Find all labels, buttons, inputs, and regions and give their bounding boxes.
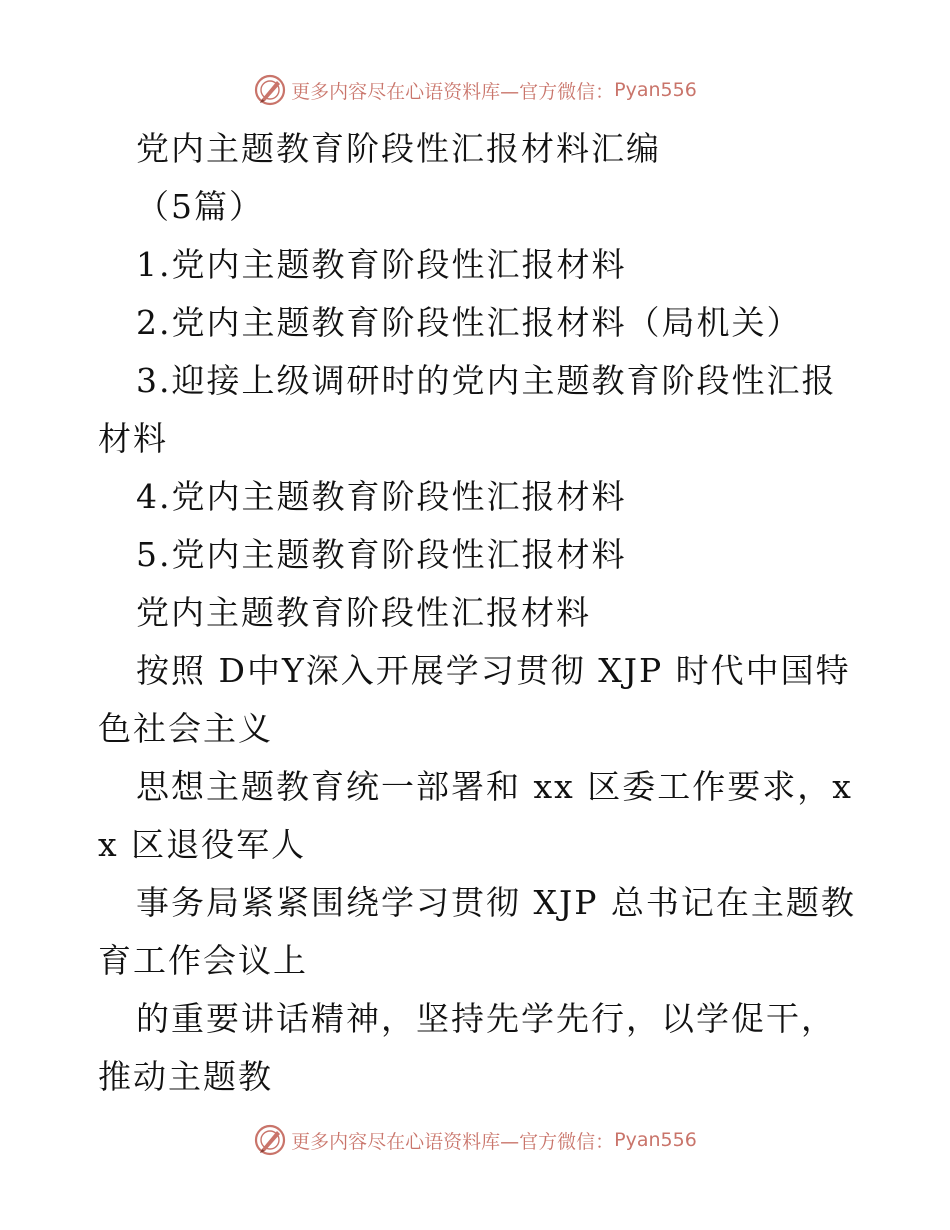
toc-item-1: 1.党内主题教育阶段性汇报材料 [136, 245, 627, 284]
toc-item-2: 2.党内主题教育阶段性汇报材料（局机关） [136, 303, 802, 342]
footer-watermark [0, 1122, 950, 1158]
document-body [98, 120, 858, 1106]
body-paragraph: 事务局紧紧围绕学习贯彻 XJP 总书记在主题教育工作会议上 [98, 883, 856, 980]
watermark-wechat-id: Pyan556 [614, 1129, 697, 1151]
document-subtitle: （5篇） [136, 187, 264, 226]
body-paragraph: 思想主题教育统一部署和 xx 区委工作要求，xx 区退役军人 [98, 767, 853, 864]
watermark-wechat-id: Pyan556 [614, 79, 697, 101]
toc-item-3: 3.迎接上级调研时的党内主题教育阶段性汇报材料 [98, 361, 837, 458]
body-paragraph: 按照 D中Y深入开展学习贯彻 XJP 时代中国特色社会主义 [98, 651, 851, 748]
watermark-site-text: 更多内容尽在心语资料库—官方微信： [291, 80, 615, 103]
body-paragraph: 的重要讲话精神，坚持先学先行，以学促干，推动主题教 [98, 999, 836, 1096]
section-heading: 党内主题教育阶段性汇报材料 [136, 593, 591, 632]
watermark-site-text: 更多内容尽在心语资料库—官方微信： [291, 1130, 615, 1153]
toc-item-5: 5.党内主题教育阶段性汇报材料 [136, 535, 627, 574]
header-watermark [0, 72, 950, 108]
toc-item-4: 4.党内主题教育阶段性汇报材料 [136, 477, 627, 516]
pen-logo-icon [253, 1123, 287, 1157]
pen-logo-icon [253, 73, 287, 107]
document-title: 党内主题教育阶段性汇报材料汇编 [136, 129, 661, 168]
